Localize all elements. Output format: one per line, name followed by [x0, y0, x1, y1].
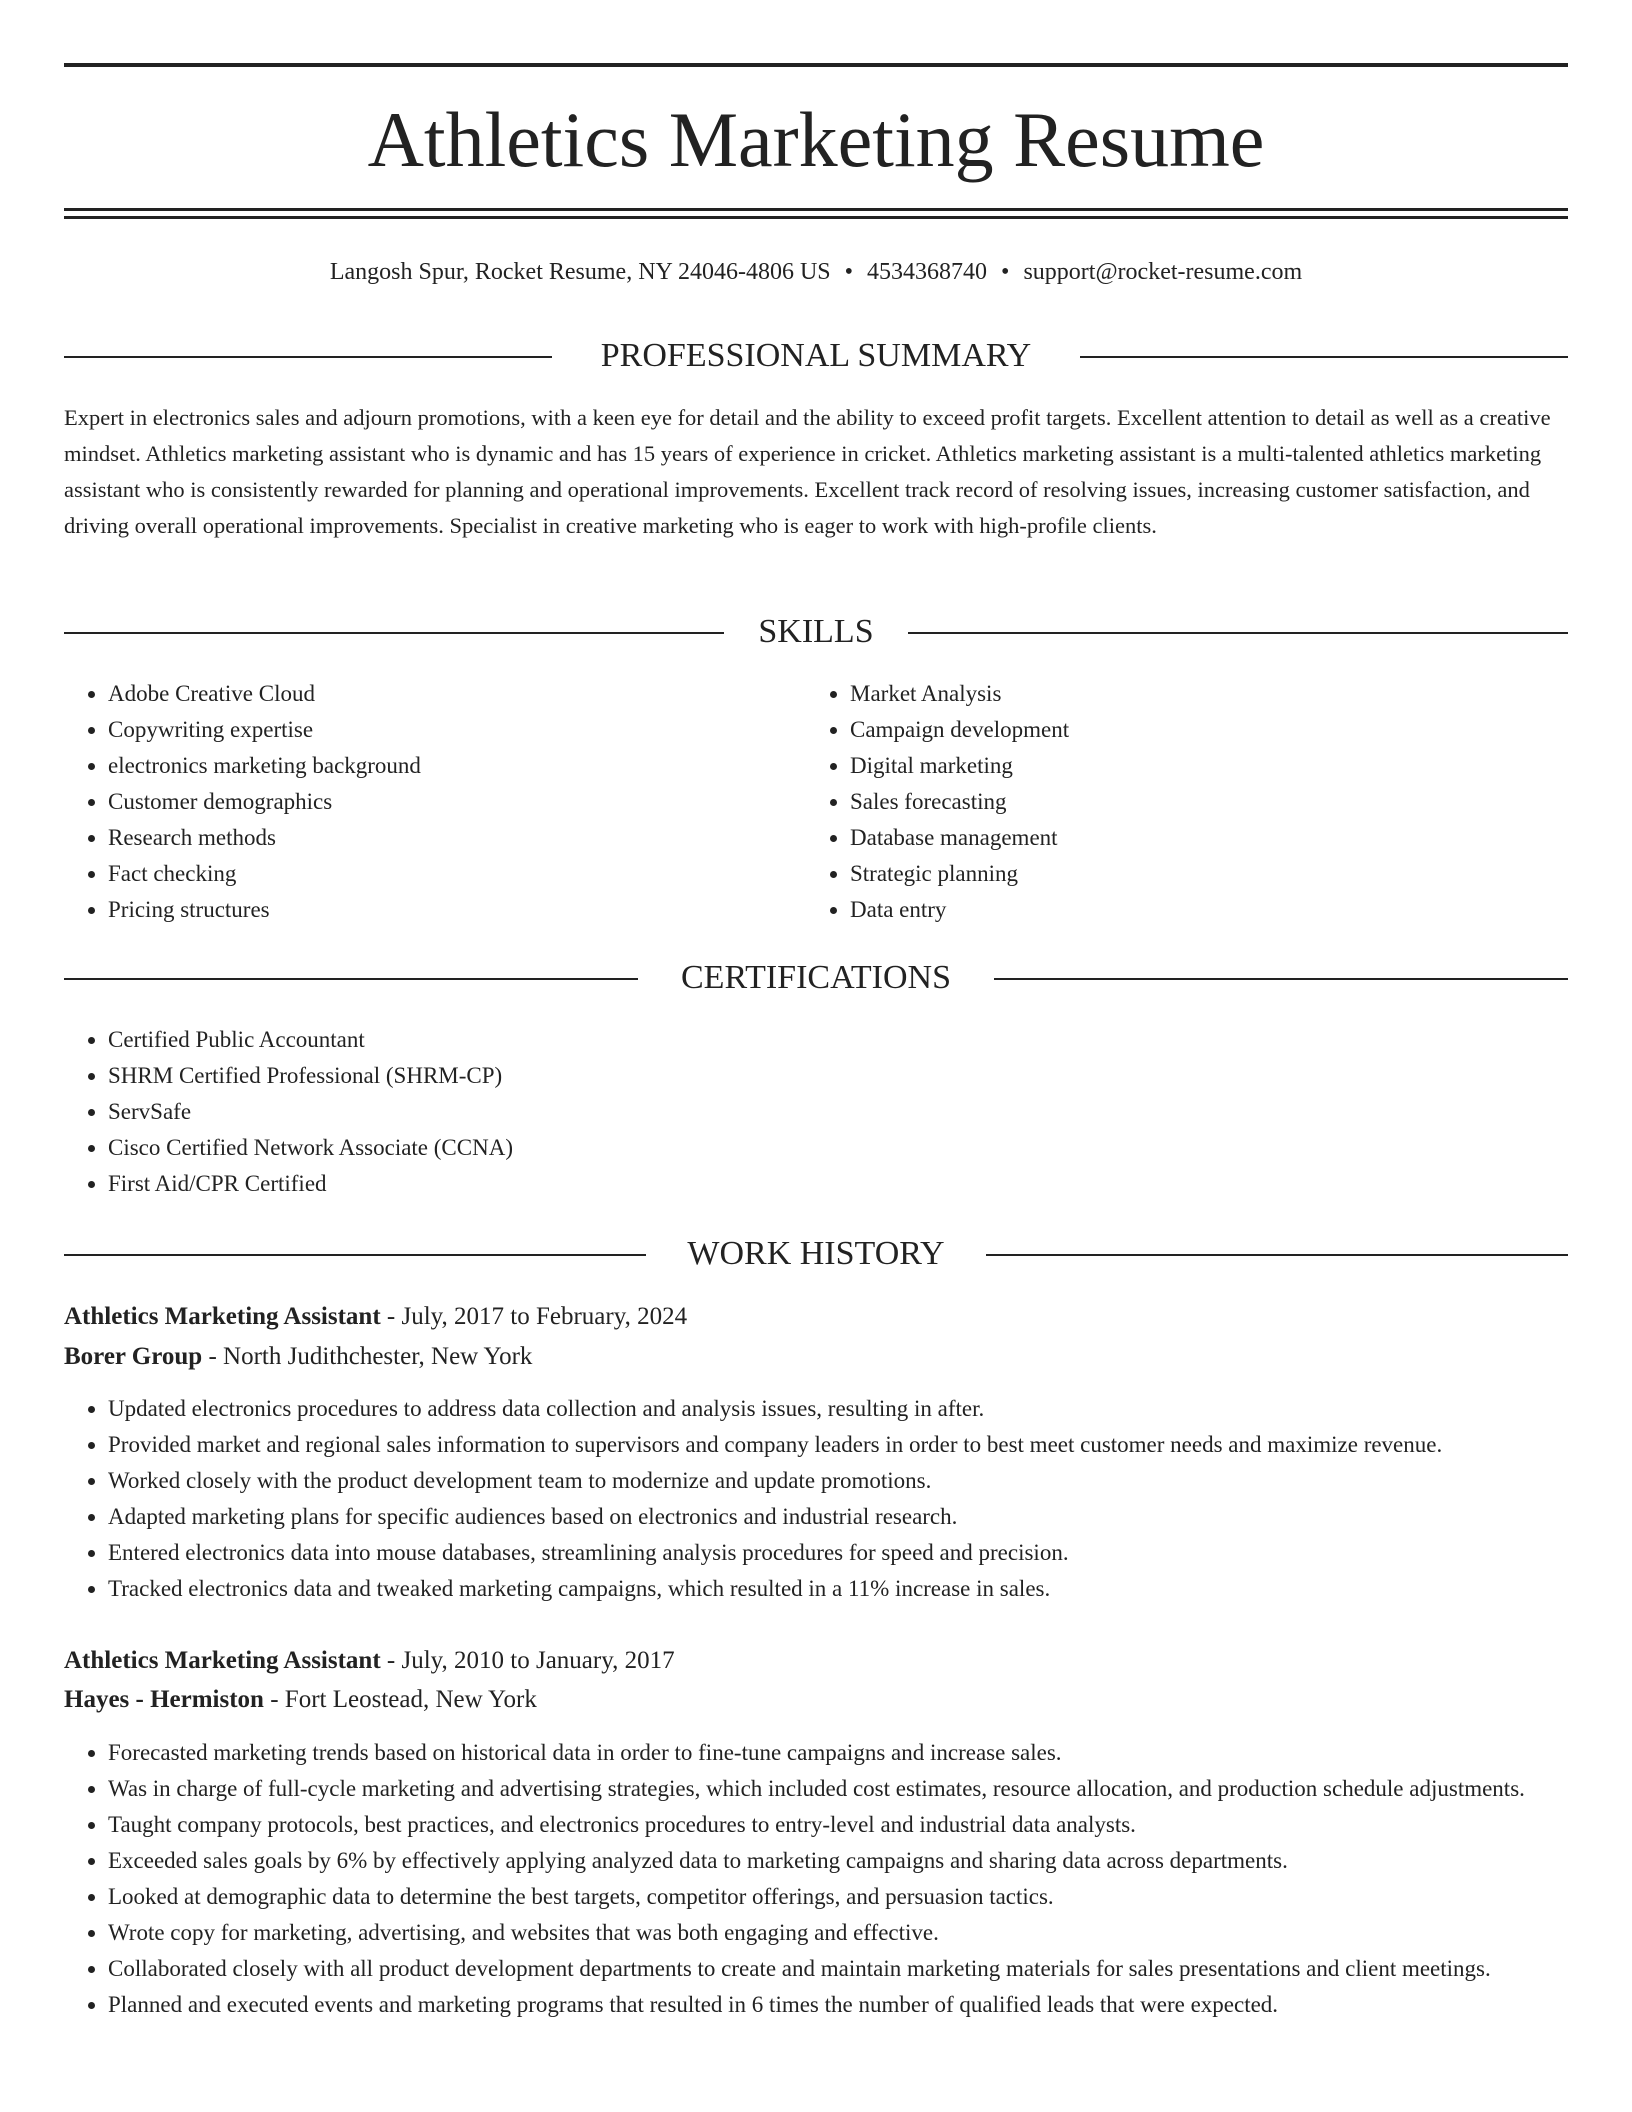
work-heading: WORK HISTORY [657, 1235, 974, 1272]
job-location: - North Judithchester, New York [202, 1343, 533, 1370]
list-item: • ServSafe [108, 1094, 1508, 1130]
contact-separator: • [844, 259, 854, 285]
list-item: • Research methods [108, 820, 808, 856]
summary-text: Expert in electronics sales and adjourn promotions, with a keen eye for detail and the ability to exceed profit targets. Excellent attention to detail as well as a creative mindset. Athletics marketing assistant who is dynamic and has 15 years of experience in cricket. Athletics marketing assistant is a multi-talented athletics marketing assistant who is consistently rewarded for planning and operational improvements. Excellent track record of resolving issues, increasing customer satisfaction, and driving overall operational improvements. Specialist in creative marketing who is eager to work with high-profile clients. [64, 405, 1551, 538]
list-item: • Strategic planning [850, 856, 1550, 892]
list-item: • Provided market and regional sales information to supervisors and company leaders in order to best meet customer needs and maximize revenue. [108, 1427, 1568, 1463]
list-item: • Database management [850, 820, 1550, 856]
skills-list-right [806, 676, 1550, 928]
contact-separator: • [1001, 259, 1010, 285]
list-item: • Looked at demographic data to determine the best targets, competitor offerings, and persuasion tactics. [108, 1879, 1568, 1915]
title-rule-lower [64, 216, 1568, 219]
list-item: • Forecasted marketing trends based on historical data in order to fine-tune campaigns and increase sales. [108, 1735, 1568, 1771]
job-title: Athletics Marketing Assistant [64, 1303, 381, 1330]
list-item: • Exceeded sales goals by 6% by effectively applying analyzed data to marketing campaigns and sharing data across departments. [108, 1843, 1568, 1879]
list-item: • electronics marketing background [108, 748, 808, 784]
top-rule [64, 63, 1568, 67]
work-section-heading [64, 1232, 1568, 1276]
contact-phone: 4534368740 [867, 259, 988, 285]
list-item: • Planned and executed events and marketing programs that resulted in 6 times the number of qualified leads that were expected. [108, 1987, 1568, 2023]
job-bullets [64, 1735, 1568, 2023]
skills-section-heading [64, 610, 1568, 654]
contact-email: support@rocket-resume.com [1023, 259, 1303, 285]
list-item: • Cisco Certified Network Associate (CCNA) [108, 1130, 1508, 1166]
job-title: Athletics Marketing Assistant [64, 1647, 381, 1674]
contact-line [64, 255, 1568, 289]
list-item: • Data entry [850, 892, 1550, 928]
list-item: • Campaign development [850, 712, 1550, 748]
job-company: Borer Group [64, 1343, 203, 1370]
list-item: • Adapted marketing plans for specific audiences based on electronics and industrial research. [108, 1499, 1568, 1535]
list-item: • Customer demographics [108, 784, 808, 820]
list-item: • Entered electronics data into mouse databases, streamlining analysis procedures for speed and precision. [108, 1535, 1568, 1571]
job-title-line [64, 1297, 1568, 1337]
contact-address: Langosh Spur, Rocket Resume, NY 24046-4806 US [329, 259, 831, 285]
title-rule-upper [64, 208, 1568, 211]
list-item: • Updated electronics procedures to address data collection and analysis issues, resulting in after. [108, 1391, 1568, 1427]
summary-section-heading [64, 334, 1568, 378]
job-company-line [64, 1337, 1568, 1377]
summary-heading: PROFESSIONAL SUMMARY [571, 337, 1061, 374]
job-company-line [64, 1680, 1568, 1720]
list-item: • Adobe Creative Cloud [108, 676, 808, 712]
list-item: • Market Analysis [850, 676, 1550, 712]
skills-list-left [64, 676, 808, 928]
list-item: • Taught company protocols, best practices, and electronics procedures to entry-level and industrial data analysts. [108, 1807, 1568, 1843]
list-item: • Was in charge of full-cycle marketing and advertising strategies, which included cost estimates, resource allocation, and production schedule adjustments. [108, 1771, 1568, 1807]
list-item: • Pricing structures [108, 892, 808, 928]
list-item: • Collaborated closely with all product development departments to create and maintain marketing materials for sales presentations and client meetings. [108, 1951, 1568, 1987]
list-item: • Copywriting expertise [108, 712, 808, 748]
certifications-section-heading [64, 956, 1568, 1000]
list-item: • First Aid/CPR Certified [108, 1166, 1508, 1202]
list-item: • Fact checking [108, 856, 808, 892]
job-title-line [64, 1641, 1568, 1681]
list-item: • Wrote copy for marketing, advertising, and websites that was both engaging and effective. [108, 1915, 1568, 1951]
job-dates: - July, 2017 to February, 2024 [380, 1303, 688, 1330]
list-item: • Certified Public Accountant [108, 1022, 1508, 1058]
list-item: • Digital marketing [850, 748, 1550, 784]
job-dates: - July, 2010 to January, 2017 [380, 1647, 675, 1674]
list-item: • SHRM Certified Professional (SHRM-CP) [108, 1058, 1508, 1094]
certifications-list [64, 1022, 1508, 1202]
list-item: • Sales forecasting [850, 784, 1550, 820]
list-item: • Worked closely with the product development team to modernize and update promotions. [108, 1463, 1568, 1499]
list-item: • Tracked electronics data and tweaked marketing campaigns, which resulted in a 11% increase in sales. [108, 1571, 1568, 1607]
certifications-heading: CERTIFICATIONS [651, 959, 981, 996]
resume-title: Athletics Marketing Resume [367, 96, 1265, 183]
job-bullets [64, 1391, 1568, 1607]
job-location: - Fort Leostead, New York [263, 1686, 537, 1713]
skills-heading: SKILLS [728, 613, 903, 650]
job-company: Hayes - Hermiston [64, 1686, 264, 1713]
